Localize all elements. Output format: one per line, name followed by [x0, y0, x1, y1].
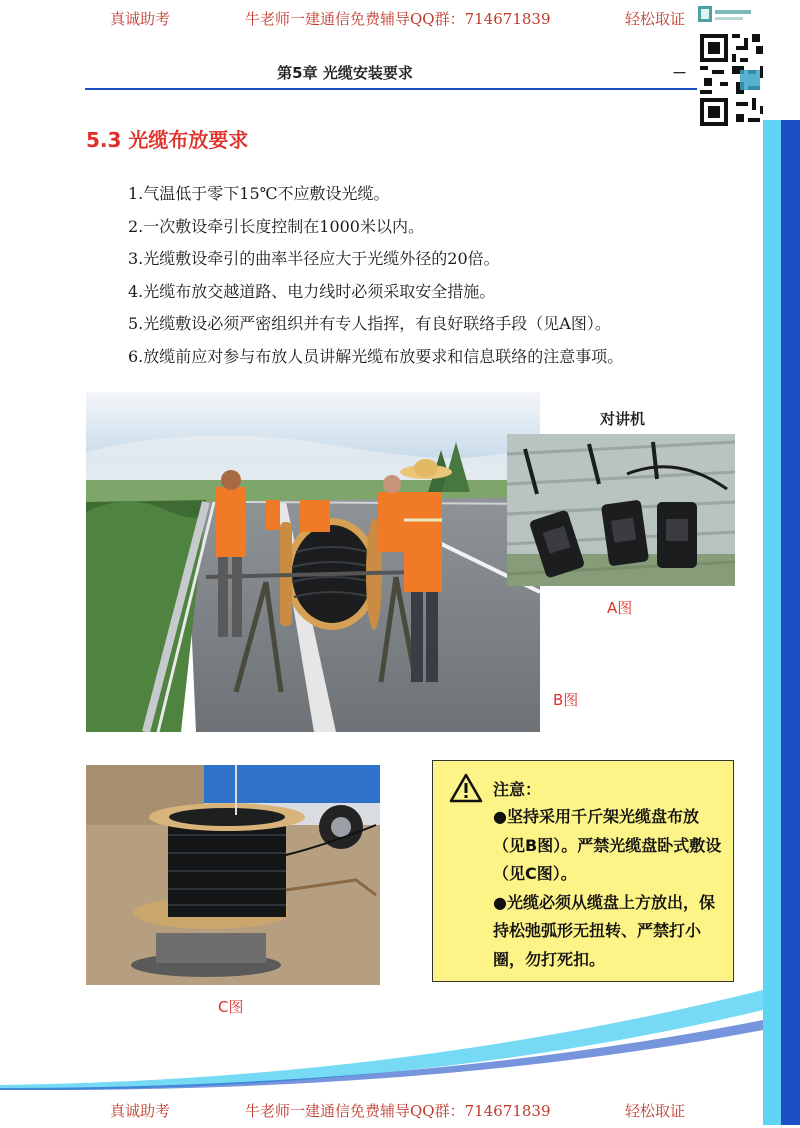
chapter-title: 第5章 光缆安装要求 — [277, 64, 413, 82]
list-item: 3.光缆敷设牵引的曲率半径应大于光缆外径的20倍。 — [128, 249, 500, 268]
list-item: 1.气温低于零下15℃不应敷设光缆。 — [128, 184, 390, 203]
header-divider — [85, 88, 697, 90]
warning-icon — [449, 773, 483, 803]
caption-a: A图 — [607, 599, 633, 617]
bottom-banner — [0, 1092, 800, 1128]
requirements-list — [128, 178, 623, 373]
caption-c: C图 — [218, 998, 244, 1016]
notice-title: 注意： — [493, 780, 542, 799]
list-item: 2.一次敷设牵引长度控制在1000米以内。 — [128, 216, 424, 236]
banner-middle-text: 牛老师一建通信免费辅导QQ群：714671839 — [245, 10, 551, 28]
banner-right-text: 轻松取证 — [625, 10, 686, 28]
top-banner — [0, 0, 800, 36]
banner-left-text: 真诚助考 — [110, 10, 171, 28]
list-item: 4.光缆布放交越道路、电力线时必须采取安全措施。 — [128, 281, 496, 301]
page-marker: － — [672, 64, 688, 82]
decorative-swoosh — [0, 960, 763, 1090]
photo-b-cable-jack-stand — [86, 392, 540, 732]
notice-point: ●坚持采用千斤架光缆盘布放（见B图）。严禁光缆盘卧式敷设（见C图）。 — [493, 807, 722, 883]
photo-c-horizontal-reel — [86, 765, 380, 985]
right-edge-bar — [763, 120, 800, 1125]
banner-right-text: 轻松取证 — [625, 1102, 686, 1120]
caption-b: B图 — [553, 691, 579, 709]
notice-body — [493, 803, 725, 974]
list-item: 6.放缆前应对参与布放人员讲解光缆布放要求和信息联络的注意事项。 — [128, 346, 624, 366]
banner-middle-text: 牛老师一建通信免费辅导QQ群：714671839 — [245, 1102, 551, 1120]
photo-a-walkie-talkies — [507, 434, 735, 586]
banner-left-text: 真诚助考 — [110, 1102, 171, 1120]
walkie-talkie-label: 对讲机 — [600, 410, 646, 428]
publisher-logo-icon — [698, 4, 754, 26]
section-title: 5.3 光缆布放要求 — [86, 128, 249, 152]
list-item: 5.光缆敷设必须严密组织并有专人指挥，有良好联络手段（见A图）。 — [128, 314, 611, 333]
notice-point: ●光缆必须从缆盘上方放出，保持松弛弧形无扭转、严禁打小圈，勿打死扣。 — [493, 892, 715, 969]
notice-box — [432, 760, 734, 982]
